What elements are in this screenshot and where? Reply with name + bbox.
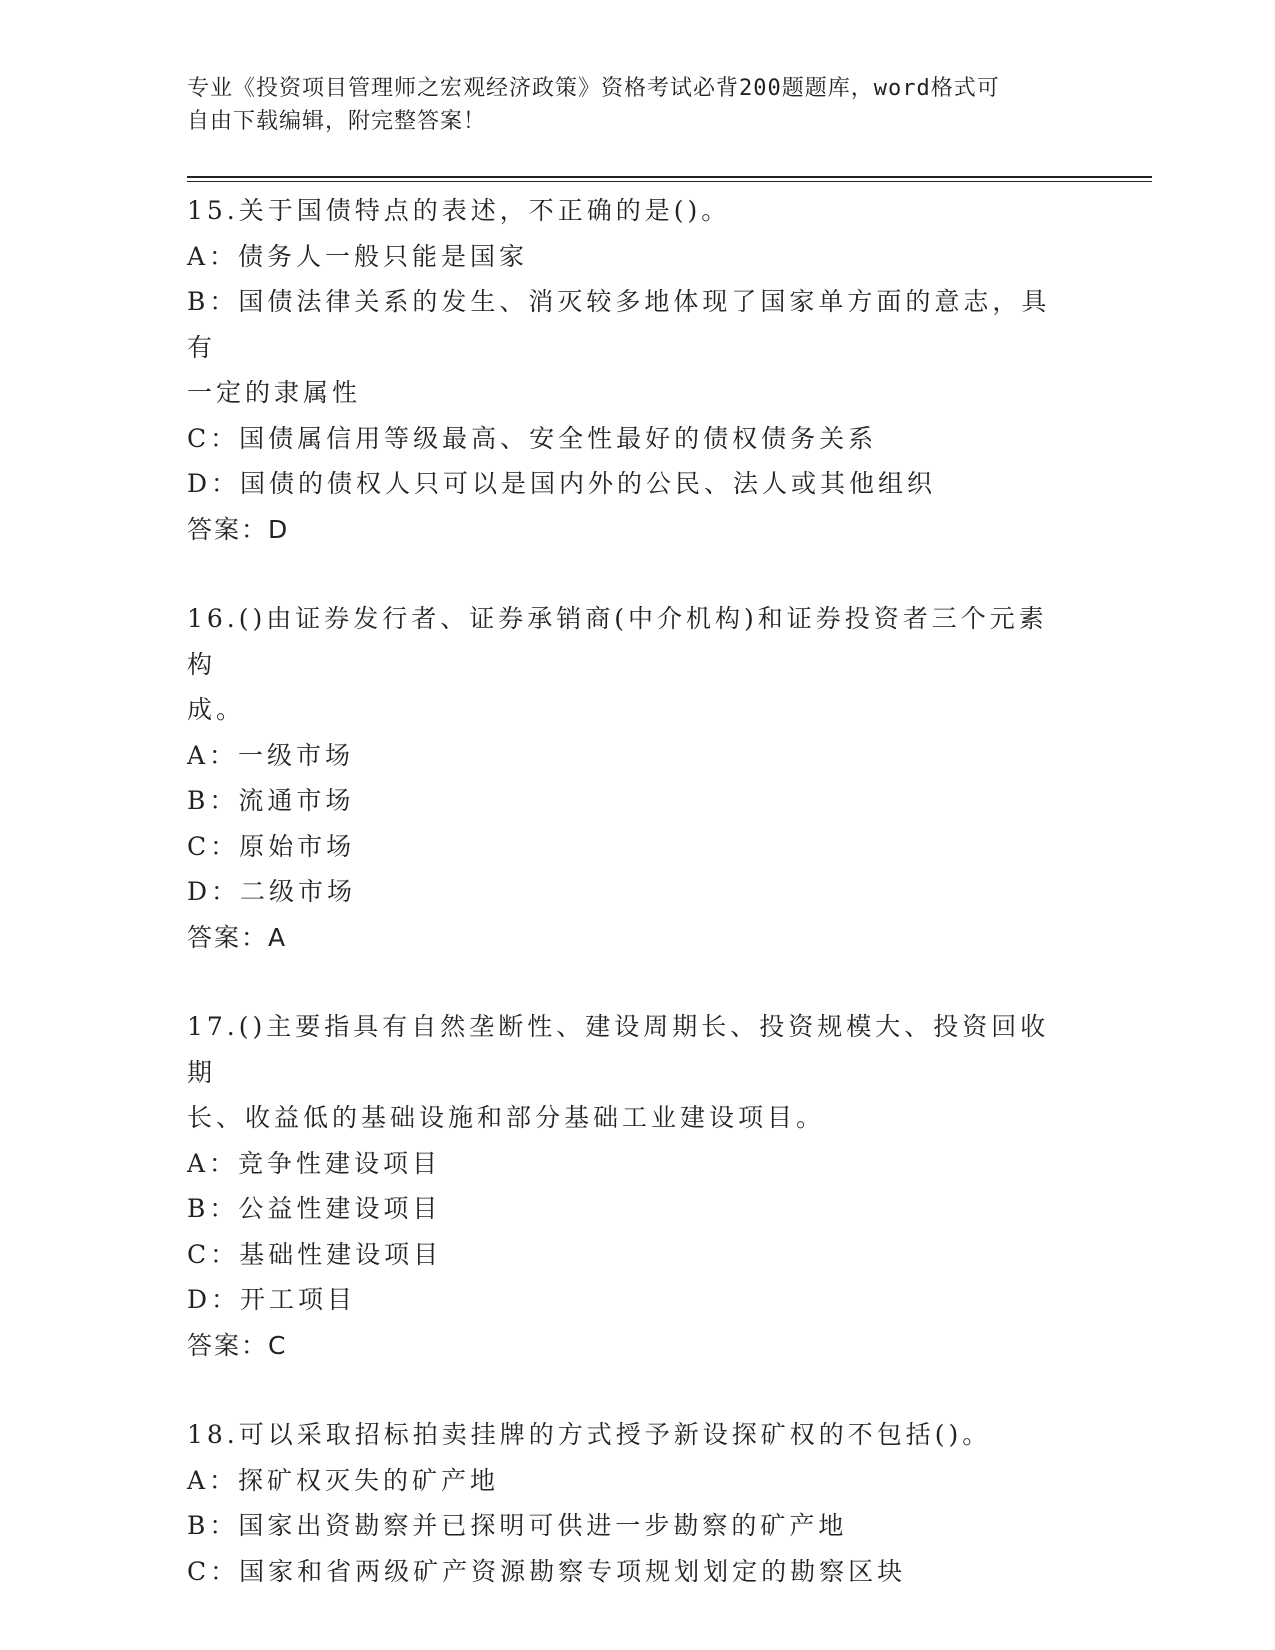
header-line-2: 自由下载编辑，附完整答案！ [187,109,487,134]
option-text: C：基础性建设项目 [187,1239,443,1269]
question-block [187,188,1067,552]
question-block [187,596,1067,960]
option-text: D：二级市场 [187,877,357,906]
question-stem: 长、收益低的基础设施和部分基础工业建设项目。 [187,1103,826,1132]
option-text: A：竞争性建设项目 [187,1148,442,1178]
option-text: C：国债属信用等级最高、安全性最好的债权债务关系 [187,423,878,453]
option-text: A：债务人一般只能是国家 [187,241,529,271]
option-text: A：一级市场 [187,740,355,770]
option-text: B：流通市场 [187,786,355,815]
option-text: C：原始市场 [187,831,356,861]
answer-text: 答案：D [187,514,290,544]
header-divider-thin [187,181,1152,182]
question-stem: 18.可以采取招标拍卖挂牌的方式授予新设探矿权的不包括()。 [187,1420,992,1449]
question-list [187,188,1067,1638]
option-text: C：国家和省两级矿产资源勘察专项规划划定的勘察区块 [187,1556,907,1586]
document-header [187,72,1067,138]
option-text: B：国债法律关系的发生、消灭较多地体现了国家单方面的意志，具有 [187,287,1051,362]
question-stem: 成。 [187,695,246,724]
option-text: B：国家出资勘察并已探明可供进一步勘察的矿产地 [187,1511,848,1540]
header-line-1: 专业《投资项目管理师之宏观经济政策》资格考试必背200题题库，word格式可 [187,76,1000,101]
answer-text: 答案：C [187,1330,288,1360]
question-stem: 16.()由证券发行者、证券承销商(中介机构)和证券投资者三个元素构 [187,604,1048,679]
option-text: 一定的隶属性 [187,378,362,407]
option-text: D：国债的债权人只可以是国内外的公民、法人或其他组织 [187,469,937,498]
question-block [187,1412,1067,1594]
question-stem: 17.()主要指具有自然垄断性、建设周期长、投资规模大、投资回收期 [187,1012,1050,1087]
question-block [187,1004,1067,1368]
answer-text: 答案：A [187,922,288,952]
header-divider-thick [187,176,1152,178]
question-stem: 15.关于国债特点的表述，不正确的是()。 [187,196,731,225]
option-text: B：公益性建设项目 [187,1194,442,1223]
option-text: A：探矿权灭失的矿产地 [187,1465,500,1495]
option-text: D：开工项目 [187,1285,357,1314]
